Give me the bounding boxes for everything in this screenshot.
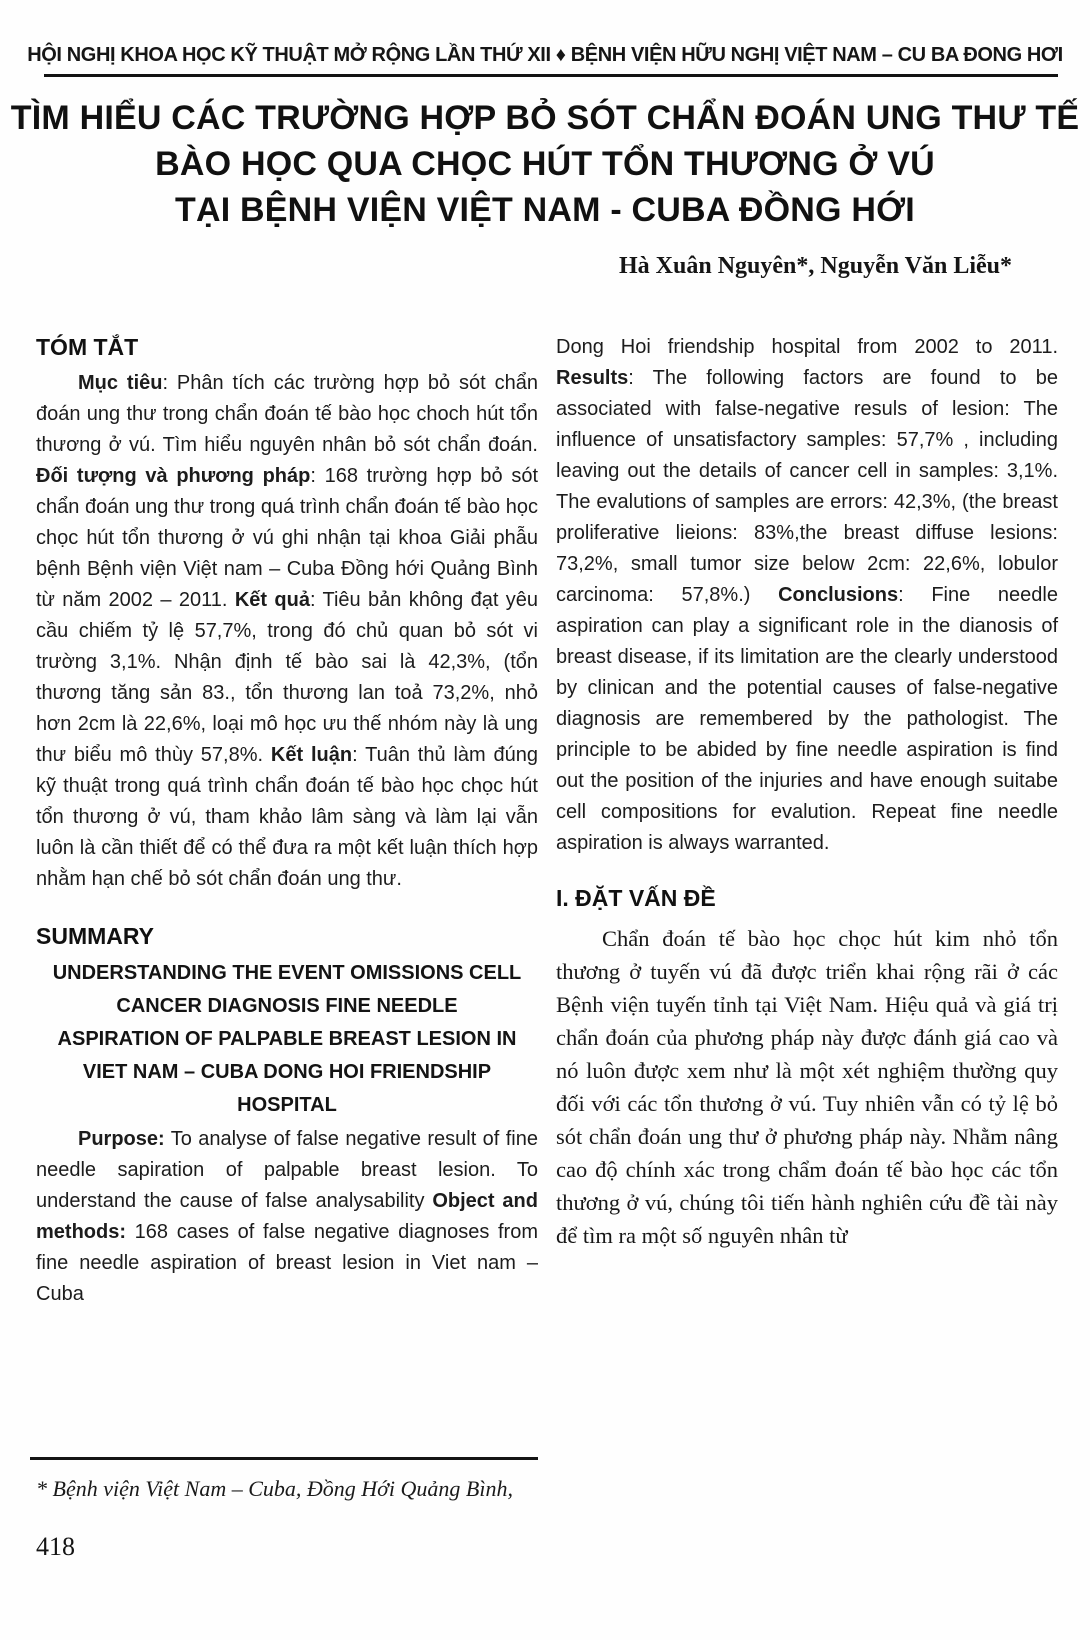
left-column: [36, 332, 538, 1310]
text-segment: : Fine needle aspiration can play a significant role in the dianosis of breast disease, if its limitation are the clearly understood by clinican and the potential causes of false-negative diagnosis are remembered by the pathologist. The principle to be abided by fine needle aspiration is find out the position of the injuries and have enough suitabe cell compositions for evalution. Repeat fine needle aspiration is always warranted.: [556, 584, 1058, 854]
introduction-heading: I. ĐẶT VẤN ĐỀ: [556, 885, 716, 911]
journal-header: HỘI NGHỊ KHOA HỌC KỸ THUẬT MỞ RỘNG LẦN THỨ XII ♦ BỆNH VIỆN HỮU NGHỊ VIỆT NAM – CU BA ĐONG HƠI: [27, 44, 1063, 66]
text-segment: Object and methods:: [36, 1190, 538, 1243]
text-segment: Mục tiêu: [78, 372, 163, 394]
summary-results-block: [556, 332, 1058, 859]
two-column-body: [0, 332, 1090, 1310]
text-segment: Results: [556, 367, 629, 389]
right-column: [556, 332, 1058, 1310]
text-segment: To analyse of false negative result of fine needle sapiration of palpable breast lesion. To understand the cause of false analysability: [36, 1128, 538, 1212]
text-segment: : Tiêu bản không đạt yêu cầu chiếm tỷ lệ 57,7%, trong đó chủ quan bỏ sót vi trường 3,1%. Nhận định tế bào sai là 42,3%, (tổn thương tăng sản 83., tổn thương lan toả 73,2%, nhỏ hơn 2cm là 22,6%, loại mô học ưu thế nhóm này là ung thư biểu mô thùy 57,8%.: [36, 589, 538, 766]
article-title-line-3: TẠI BỆNH VIỆN VIỆT NAM - CUBA ĐỒNG HỚI: [175, 191, 915, 229]
summary-title-line: UNDERSTANDING THE EVENT OMISSIONS CELL: [52, 962, 522, 984]
text-segment: 168 cases of false negative diagnoses from fine needle aspiration of breast lesion in Viet nam – Cuba: [36, 1221, 538, 1305]
text-segment: : Phân tích các trường hợp bỏ sót chẩn đoán ung thư trong chẩn đoán tế bào học choch hút tổn thương ở vú. Tìm hiểu nguyên nhân bỏ sót chẩn đoán.: [36, 372, 538, 456]
text-segment: : The following factors are found to be associated with false-negative resuls of lesion: The influence of unsatisfactory samples: 57,7% , including leaving out the details of cancer cell in samples: 3,1%. The evalutions of samples are errors: 42,3%, (the breast proliferative lieions: 83%,the breast diffuse lesions: 73,2%, small tumor size below 2cm: 22,6%, lobulor carcinoma: 57,8%.): [556, 367, 1058, 606]
abstract-heading: TÓM TẮT: [36, 334, 139, 360]
purpose-paragraph: [36, 1124, 538, 1310]
introduction-block: [556, 922, 1058, 1252]
summary-title-line: VIET NAM – CUBA DONG HOI FRIENDSHIP: [82, 1061, 492, 1083]
page-number: 418: [36, 1532, 75, 1561]
header-divider: [44, 74, 1058, 77]
text-segment: Kết quả: [234, 589, 310, 611]
footnote-divider: [30, 1457, 538, 1460]
summary-heading: SUMMARY: [36, 923, 154, 949]
summary-title-line: ASPIRATION OF PALPABLE BREAST LESION IN: [57, 1028, 517, 1050]
summary-title-block: [36, 957, 538, 1122]
article-title: [0, 95, 1090, 233]
article-title-line-1: TÌM HIỂU CÁC TRƯỜNG HỢP BỎ SÓT CHẨN ĐOÁN UNG THƯ TẾ: [10, 99, 1080, 137]
affiliation-footnote: * Bệnh viện Việt Nam – Cuba, Đồng Hới Quảng Bình,: [36, 1476, 513, 1501]
text-segment: Kết luận: [270, 744, 353, 766]
text-segment: Conclusions: [778, 584, 899, 606]
summary-title-line: HOSPITAL: [237, 1094, 337, 1116]
results-paragraph: [556, 332, 1058, 859]
text-segment: Dong Hoi friendship hospital from 2002 to 2011.: [556, 336, 1058, 358]
text-segment: : 168 trường hợp bỏ sót chẩn đoán ung thư trong quá trình chẩn đoán tế bào học chọc hút tổn thương ở vú ghi nhận tại khoa Giải phẫu bệnh Bệnh viện Việt nam – Cuba Đồng hới Quảng Bình từ năm 2002 – 2011.: [36, 465, 539, 611]
introduction-paragraph: Chẩn đoán tế bào học chọc hút kim nhỏ tổn thương ở tuyến vú đã được triển khai rộng rãi ở các Bệnh viện tuyến tỉnh tại Việt Nam. Hiệu quả và giá trị chẩn đoán của phương pháp này được đánh giá cao và nó luôn được xem như là một xét nghiệm thường quy đối với các tổn thương ở vú. Tuy nhiên vẫn có tỷ lệ bỏ sót chẩn đoán ung thư ở phương pháp này. Nhằm nâng cao độ chính xác trong chẩm đoán tế bào học các tổn thương ở vú, chúng tôi tiến hành nghiên cứu đề tài này để tìm ra một số nguyên nhân từ: [556, 926, 1058, 1248]
article-title-line-2: BÀO HỌC QUA CHỌC HÚT TỔN THƯƠNG Ở VÚ: [155, 145, 935, 183]
abstract-paragraph: [36, 368, 538, 895]
text-segment: : Tuân thủ làm đúng kỹ thuật trong quá trình chẩn đoán tế bào học chọc hút tổn thương ở vú, tham khảo lâm sàng và làm lại vẫn luôn là cần thiết để có thể đưa ra một kết luận thích hợp nhằm hạn chế bỏ sót chẩn đoán ung thư.: [36, 744, 538, 890]
text-segment: Purpose:: [78, 1128, 165, 1150]
summary-title-line: CANCER DIAGNOSIS FINE NEEDLE: [116, 995, 458, 1017]
text-segment: Đối tượng và phương pháp: [36, 465, 311, 487]
authors-line: Hà Xuân Nguyên*, Nguyễn Văn Liễu*: [619, 253, 1012, 279]
